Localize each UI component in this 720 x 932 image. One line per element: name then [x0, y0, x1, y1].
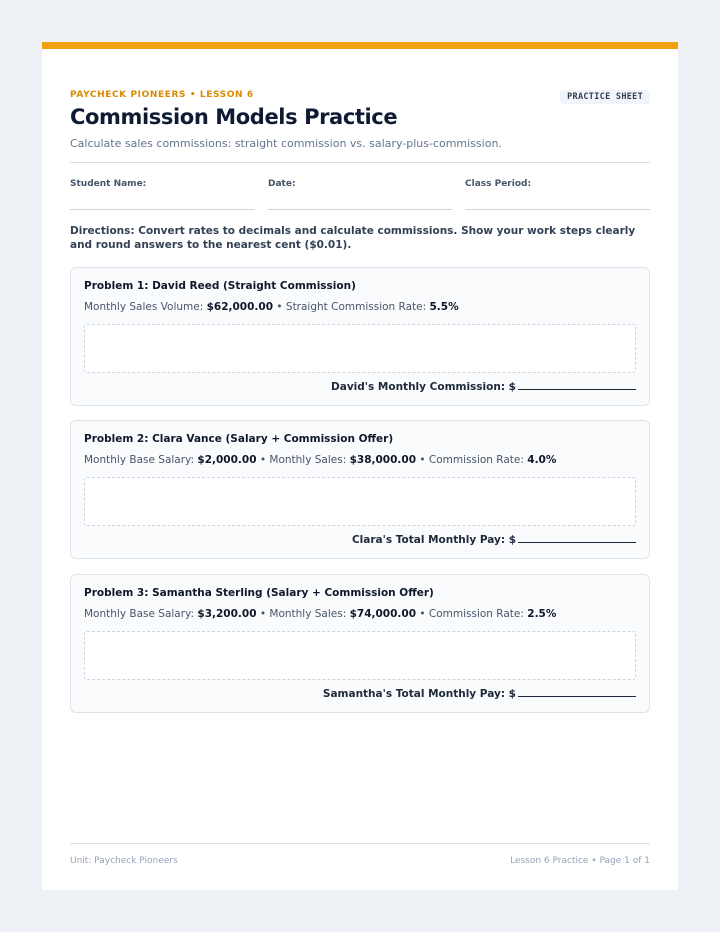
answer-blank[interactable]	[518, 378, 636, 390]
answer-label: David's Monthly Commission: $	[331, 381, 516, 393]
problem-title: Problem 2: Clara Vance (Salary + Commission Offer)	[84, 433, 394, 445]
class-period-label: Class Period:	[465, 179, 532, 189]
detail-value: $3,200.00	[197, 608, 257, 620]
detail-label: • Monthly Sales:	[256, 608, 350, 620]
page-title: Commission Models Practice	[70, 105, 398, 129]
header-divider	[70, 162, 650, 163]
detail-label: Monthly Base Salary:	[84, 454, 198, 466]
practice-sheet-badge: PRACTICE SHEET	[560, 90, 650, 104]
detail-value: $62,000.00	[206, 301, 274, 313]
problem-details	[84, 454, 556, 466]
page-subtitle: Calculate sales commissions: straight commission vs. salary-plus-commission.	[70, 137, 502, 150]
student-name-label: Student Name:	[70, 179, 147, 189]
date-field[interactable]	[268, 179, 452, 210]
answer-blank[interactable]	[518, 531, 636, 543]
footer-divider	[70, 843, 650, 844]
work-area[interactable]	[84, 631, 636, 680]
date-label: Date:	[268, 179, 296, 189]
answer-label: Samantha's Total Monthly Pay: $	[322, 688, 516, 700]
lesson-eyebrow: PAYCHECK PIONEERS • LESSON 6	[70, 90, 254, 100]
class-period-field[interactable]	[465, 179, 650, 210]
answer-blank[interactable]	[518, 685, 636, 697]
detail-value: $2,000.00	[197, 454, 257, 466]
detail-label: Monthly Sales Volume:	[84, 301, 207, 313]
detail-label: • Monthly Sales:	[256, 454, 350, 466]
detail-label: • Commission Rate:	[416, 608, 528, 620]
answer-row	[331, 378, 636, 393]
detail-label: • Commission Rate:	[416, 454, 528, 466]
footer-unit: Unit: Paycheck Pioneers	[70, 856, 178, 866]
footer-page-info: Lesson 6 Practice • Page 1 of 1	[510, 856, 650, 866]
work-area[interactable]	[84, 477, 636, 526]
problem-title: Problem 3: Samantha Sterling (Salary + Commission Offer)	[84, 587, 434, 599]
answer-row	[352, 531, 636, 546]
work-area[interactable]	[84, 324, 636, 373]
detail-value: $38,000.00	[349, 454, 417, 466]
problem-details	[84, 301, 459, 313]
problem-title: Problem 1: David Reed (Straight Commission)	[84, 280, 356, 292]
problem-card	[70, 574, 650, 713]
detail-value: 4.0%	[527, 454, 557, 466]
worksheet-page	[42, 42, 678, 890]
detail-value: 2.5%	[527, 608, 557, 620]
answer-row	[323, 685, 636, 700]
answer-label: Clara's Total Monthly Pay: $	[351, 534, 516, 546]
detail-label: Monthly Base Salary:	[84, 608, 198, 620]
problem-details	[84, 608, 556, 620]
student-name-field[interactable]	[70, 179, 255, 210]
detail-value: $74,000.00	[349, 608, 417, 620]
directions-text: Directions: Convert rates to decimals and calculate commissions. Show your work steps clearly and round answers to the nearest cent ($0.01).	[70, 225, 636, 251]
detail-value: 5.5%	[429, 301, 459, 313]
detail-label: • Straight Commission Rate:	[273, 301, 430, 313]
problem-card	[70, 267, 650, 406]
problem-card	[70, 420, 650, 559]
